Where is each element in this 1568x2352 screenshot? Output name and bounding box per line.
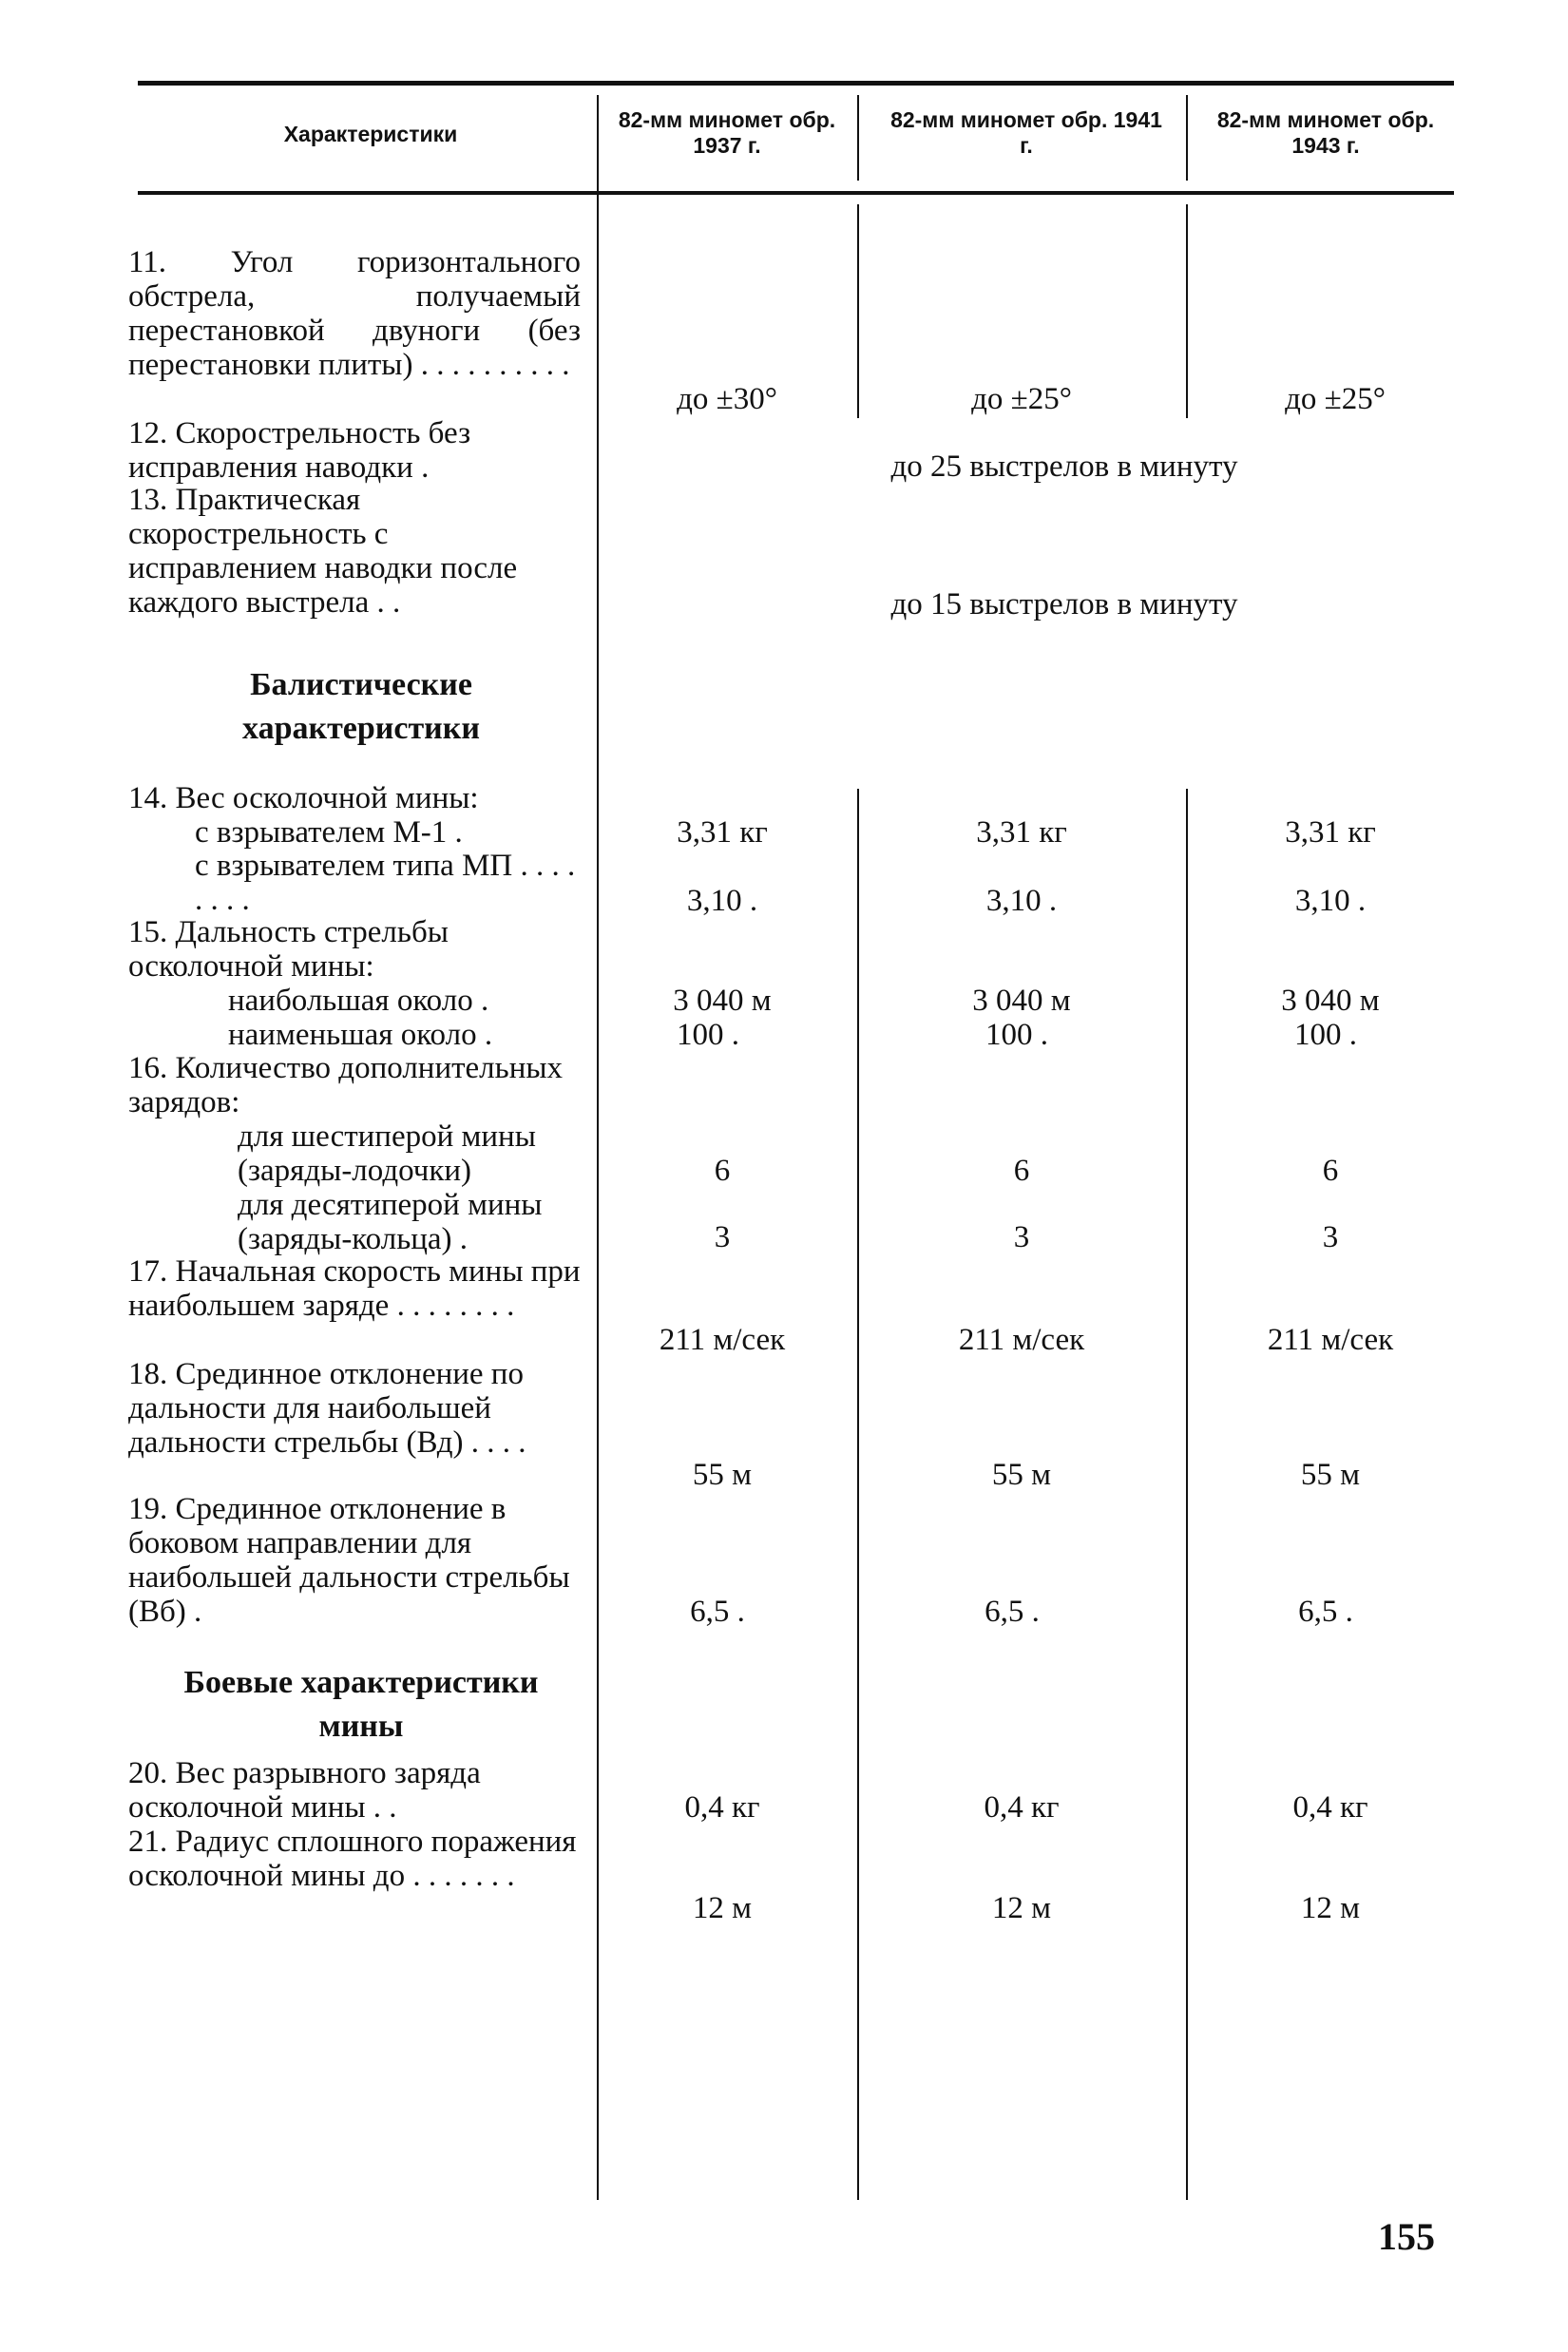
- cell-value: 6,5 .: [690, 1595, 745, 1629]
- column-divider: [1186, 789, 1188, 2200]
- cell-value: 211 м/сек: [1267, 1323, 1394, 1357]
- cell-value: 3,31 кг: [976, 815, 1067, 850]
- cell-value: 12 м: [692, 1891, 753, 1925]
- spanning-value: до 25 выстрелов в минуту: [890, 449, 1238, 484]
- column-divider: [597, 95, 599, 2200]
- cell-value: 6: [714, 1154, 731, 1188]
- section-heading: Боевые характеристики мины: [183, 1665, 539, 1744]
- cell-value: до ±25°: [971, 382, 1072, 416]
- cell-value: 12 м: [991, 1891, 1052, 1925]
- cell-value: до ±25°: [1285, 382, 1386, 416]
- cell-value: 0,4 кг: [984, 1790, 1060, 1825]
- cell-value: 3,31 кг: [1285, 815, 1376, 850]
- cell-value: 3,10 .: [686, 884, 758, 918]
- column-divider: [857, 789, 859, 2200]
- row-label: с взрывателем типа МП . . . . . . . .: [195, 849, 576, 917]
- row-label: 16. Количество дополнительных зарядов:: [128, 1051, 564, 1119]
- row-label: 14. Вес осколочной мины:: [128, 781, 479, 815]
- cell-value: 6: [1322, 1154, 1339, 1188]
- row-label: для шестиперой мины (заряды-лодочки): [238, 1119, 536, 1188]
- cell-value: 6,5 .: [985, 1595, 1040, 1629]
- column-header: 82-мм миномет обр. 1943 г.: [1216, 107, 1435, 158]
- row-label: 19. Срединное отклонение в боковом направлении для наибольшей дальности стрельбы (Вб) .: [128, 1492, 570, 1629]
- cell-value: 6: [1013, 1154, 1030, 1188]
- page-number: 155: [1378, 2215, 1435, 2258]
- cell-value: 100 .: [677, 1018, 739, 1052]
- row-label: с взрывателем М-1 .: [195, 815, 463, 850]
- row-label: наибольшая около .: [228, 984, 489, 1018]
- row-label: 21. Радиус сплошного поражения осколочной мины до . . . . . . .: [128, 1825, 577, 1893]
- cell-value: 100 .: [985, 1018, 1048, 1052]
- column-divider: [1186, 95, 1188, 181]
- cell-value: 0,4 кг: [684, 1790, 760, 1825]
- row-label: 20. Вес разрывного заряда осколочной мины . .: [128, 1756, 481, 1825]
- cell-value: до ±30°: [677, 382, 777, 416]
- cell-value: 3: [1322, 1220, 1339, 1254]
- row-label: 13. Практическая скорострельность с исправлением наводки после каждого выстрела . .: [128, 483, 518, 620]
- cell-value: 3,31 кг: [677, 815, 768, 850]
- header-bottom-rule: [138, 191, 1454, 195]
- column-header: 82-мм миномет обр. 1941 г.: [890, 107, 1162, 158]
- cell-value: 100 .: [1294, 1018, 1357, 1052]
- cell-value: 3,10 .: [985, 884, 1058, 918]
- cell-value: 3: [1013, 1220, 1030, 1254]
- row-label: 12. Скорострельность без исправления наводки .: [128, 416, 471, 485]
- cell-value: 6,5 .: [1298, 1595, 1353, 1629]
- row-label: для десятиперой мины (заряды-кольца) .: [238, 1188, 543, 1256]
- table-top-rule: [138, 81, 1454, 86]
- cell-value: 211 м/сек: [659, 1323, 786, 1357]
- cell-value: 55 м: [991, 1458, 1052, 1492]
- section-heading: Балистические характеристики: [242, 667, 480, 746]
- cell-value: 12 м: [1300, 1891, 1361, 1925]
- row-label: 17. Начальная скорость мины при наибольшем заряде . . . . . . . .: [128, 1254, 581, 1323]
- column-divider: [857, 204, 859, 418]
- column-divider: [1186, 204, 1188, 418]
- row-label: 11. Угол горизонтального обстрела, получаемый перестановкой двуноги (без перестановки плиты) . . . . . . . . . .: [128, 245, 581, 382]
- cell-value: 3 040 м: [673, 984, 772, 1018]
- spanning-value: до 15 выстрелов в минуту: [890, 587, 1238, 621]
- cell-value: 55 м: [692, 1458, 753, 1492]
- column-header: Характеристики: [283, 122, 458, 146]
- cell-value: 3 040 м: [1281, 984, 1380, 1018]
- cell-value: 55 м: [1300, 1458, 1361, 1492]
- cell-value: 3: [714, 1220, 731, 1254]
- cell-value: 211 м/сек: [958, 1323, 1085, 1357]
- column-header: 82-мм миномет обр. 1937 г.: [618, 107, 836, 158]
- row-label: наименьшая около .: [228, 1018, 493, 1052]
- cell-value: 3,10 .: [1294, 884, 1367, 918]
- cell-value: 0,4 кг: [1292, 1790, 1368, 1825]
- row-label: 15. Дальность стрельбы осколочной мины:: [128, 915, 449, 984]
- column-divider: [857, 95, 859, 181]
- row-label: 18. Срединное отклонение по дальности для наибольшей дальности стрельбы (Вд) . . . .: [128, 1357, 526, 1460]
- cell-value: 3 040 м: [972, 984, 1071, 1018]
